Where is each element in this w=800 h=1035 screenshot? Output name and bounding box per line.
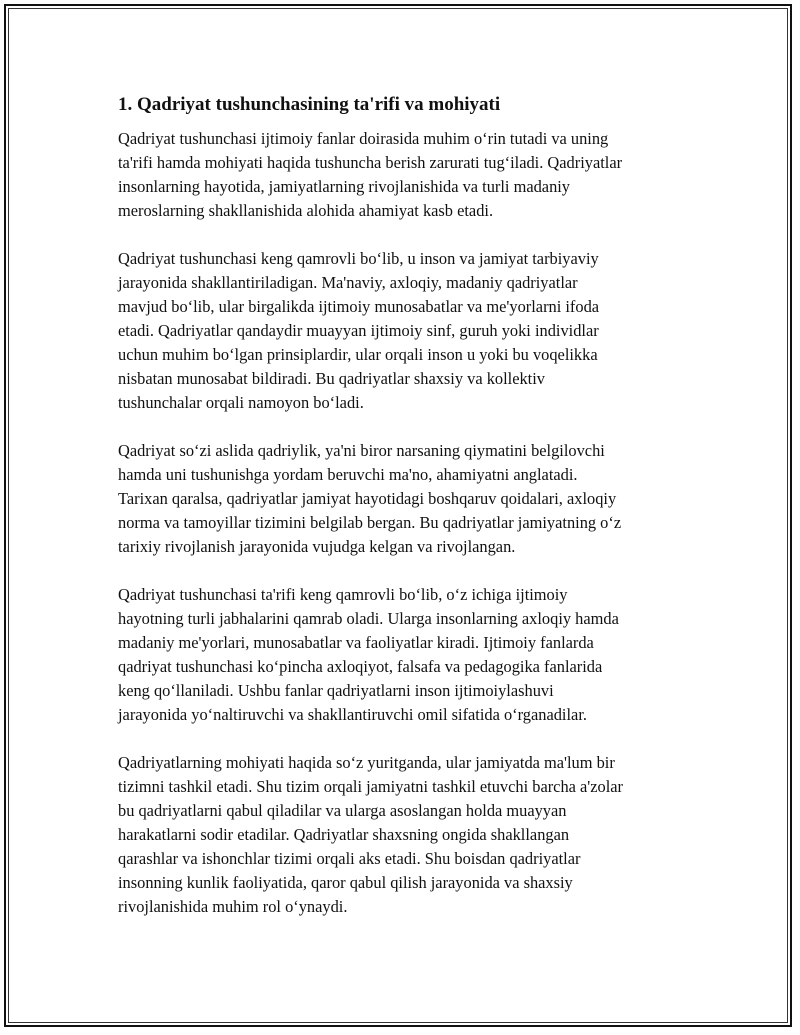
paragraph-3 <box>118 439 708 559</box>
text-line: mavjud bo‘lib, ular birgalikda ijtimoiy munosabatlar va me'yorlarni ifoda <box>118 297 600 316</box>
text-line: insonlarning hayotida, jamiyatlarning rivojlanishida va turli madaniy <box>118 177 571 196</box>
paragraph-5 <box>118 751 708 919</box>
text-line: uchun muhim bo‘lgan prinsiplardir, ular orqali inson u yoki bu voqelikka <box>118 345 598 364</box>
text-line: rivojlanishida muhim rol o‘ynaydi. <box>118 897 348 916</box>
document-body <box>118 92 708 943</box>
text-line: nisbatan munosabat bildiradi. Bu qadriyatlar shaxsiy va kollektiv <box>118 369 545 388</box>
section-heading: 1. Qadriyat tushunchasining ta'rifi va mohiyati <box>118 94 501 115</box>
text-line: madaniy me'yorlari, munosabatlar va faoliyatlar kiradi. Ijtimoiy fanlarda <box>118 633 594 652</box>
text-line: keng qo‘llaniladi. Ushbu fanlar qadriyatlarni inson ijtimoiylashuvi <box>118 681 554 700</box>
text-line: qarashlar va ishonchlar tizimi orqali aks etadi. Shu boisdan qadriyatlar <box>118 849 581 868</box>
text-line: bu qadriyatlarni qabul qiladilar va ularga asoslangan holda muayyan <box>118 801 567 820</box>
paragraph-2 <box>118 247 708 415</box>
text-line: tizimni tashkil etadi. Shu tizim orqali jamiyatni tashkil etuvchi barcha a'zolar <box>118 777 624 796</box>
text-line: Qadriyat tushunchasi ta'rifi keng qamrovli bo‘lib, o‘z ichiga ijtimoiy <box>118 585 568 604</box>
text-line: qadriyat tushunchasi ko‘pincha axloqiyot, falsafa va pedagogika fanlarida <box>118 657 603 676</box>
text-line: Qadriyatlarning mohiyati haqida so‘z yuritganda, ular jamiyatda ma'lum bir <box>118 753 615 772</box>
text-line: norma va tamoyillar tizimini belgilab bergan. Bu qadriyatlar jamiyatning o‘z <box>118 513 622 532</box>
text-line: Qadriyat so‘zi aslida qadriylik, ya'ni biror narsaning qiymatini belgilovchi <box>118 441 605 460</box>
text-line: Tarixan qaralsa, qadriyatlar jamiyat hayotidagi boshqaruv qoidalari, axloqiy <box>118 489 617 508</box>
text-line: tarixiy rivojlanish jarayonida vujudga kelgan va rivojlangan. <box>118 537 516 556</box>
text-line: Qadriyat tushunchasi ijtimoiy fanlar doirasida muhim o‘rin tutadi va uning <box>118 129 609 148</box>
text-line: meroslarning shakllanishida alohida ahamiyat kasb etadi. <box>118 201 494 220</box>
text-line: insonning kunlik faoliyatida, qaror qabul qilish jarayonida va shaxsiy <box>118 873 573 892</box>
text-line: hamda uni tushunishga yordam beruvchi ma'no, ahamiyatni anglatadi. <box>118 465 578 484</box>
text-line: ta'rifi hamda mohiyati haqida tushuncha berish zarurati tug‘iladi. Qadriyatlar <box>118 153 623 172</box>
text-line: tushunchalar orqali namoyon bo‘ladi. <box>118 393 364 412</box>
text-line: jarayonida shakllantiriladigan. Ma'naviy, axloqiy, madaniy qadriyatlar <box>118 273 578 292</box>
paragraph-1 <box>118 127 708 223</box>
text-line: hayotning turli jabhalarini qamrab oladi. Ularga insonlarning axloqiy hamda <box>118 609 619 628</box>
text-line: etadi. Qadriyatlar qandaydir muayyan ijtimoiy sinf, guruh yoki individlar <box>118 321 599 340</box>
text-line: jarayonida yo‘naltiruvchi va shakllantiruvchi omil sifatida o‘rganadilar. <box>118 705 587 724</box>
paragraph-4 <box>118 583 708 727</box>
text-line: Qadriyat tushunchasi keng qamrovli bo‘lib, u inson va jamiyat tarbiyaviy <box>118 249 599 268</box>
text-line: harakatlarni sodir etadilar. Qadriyatlar shaxsning ongida shakllangan <box>118 825 570 844</box>
